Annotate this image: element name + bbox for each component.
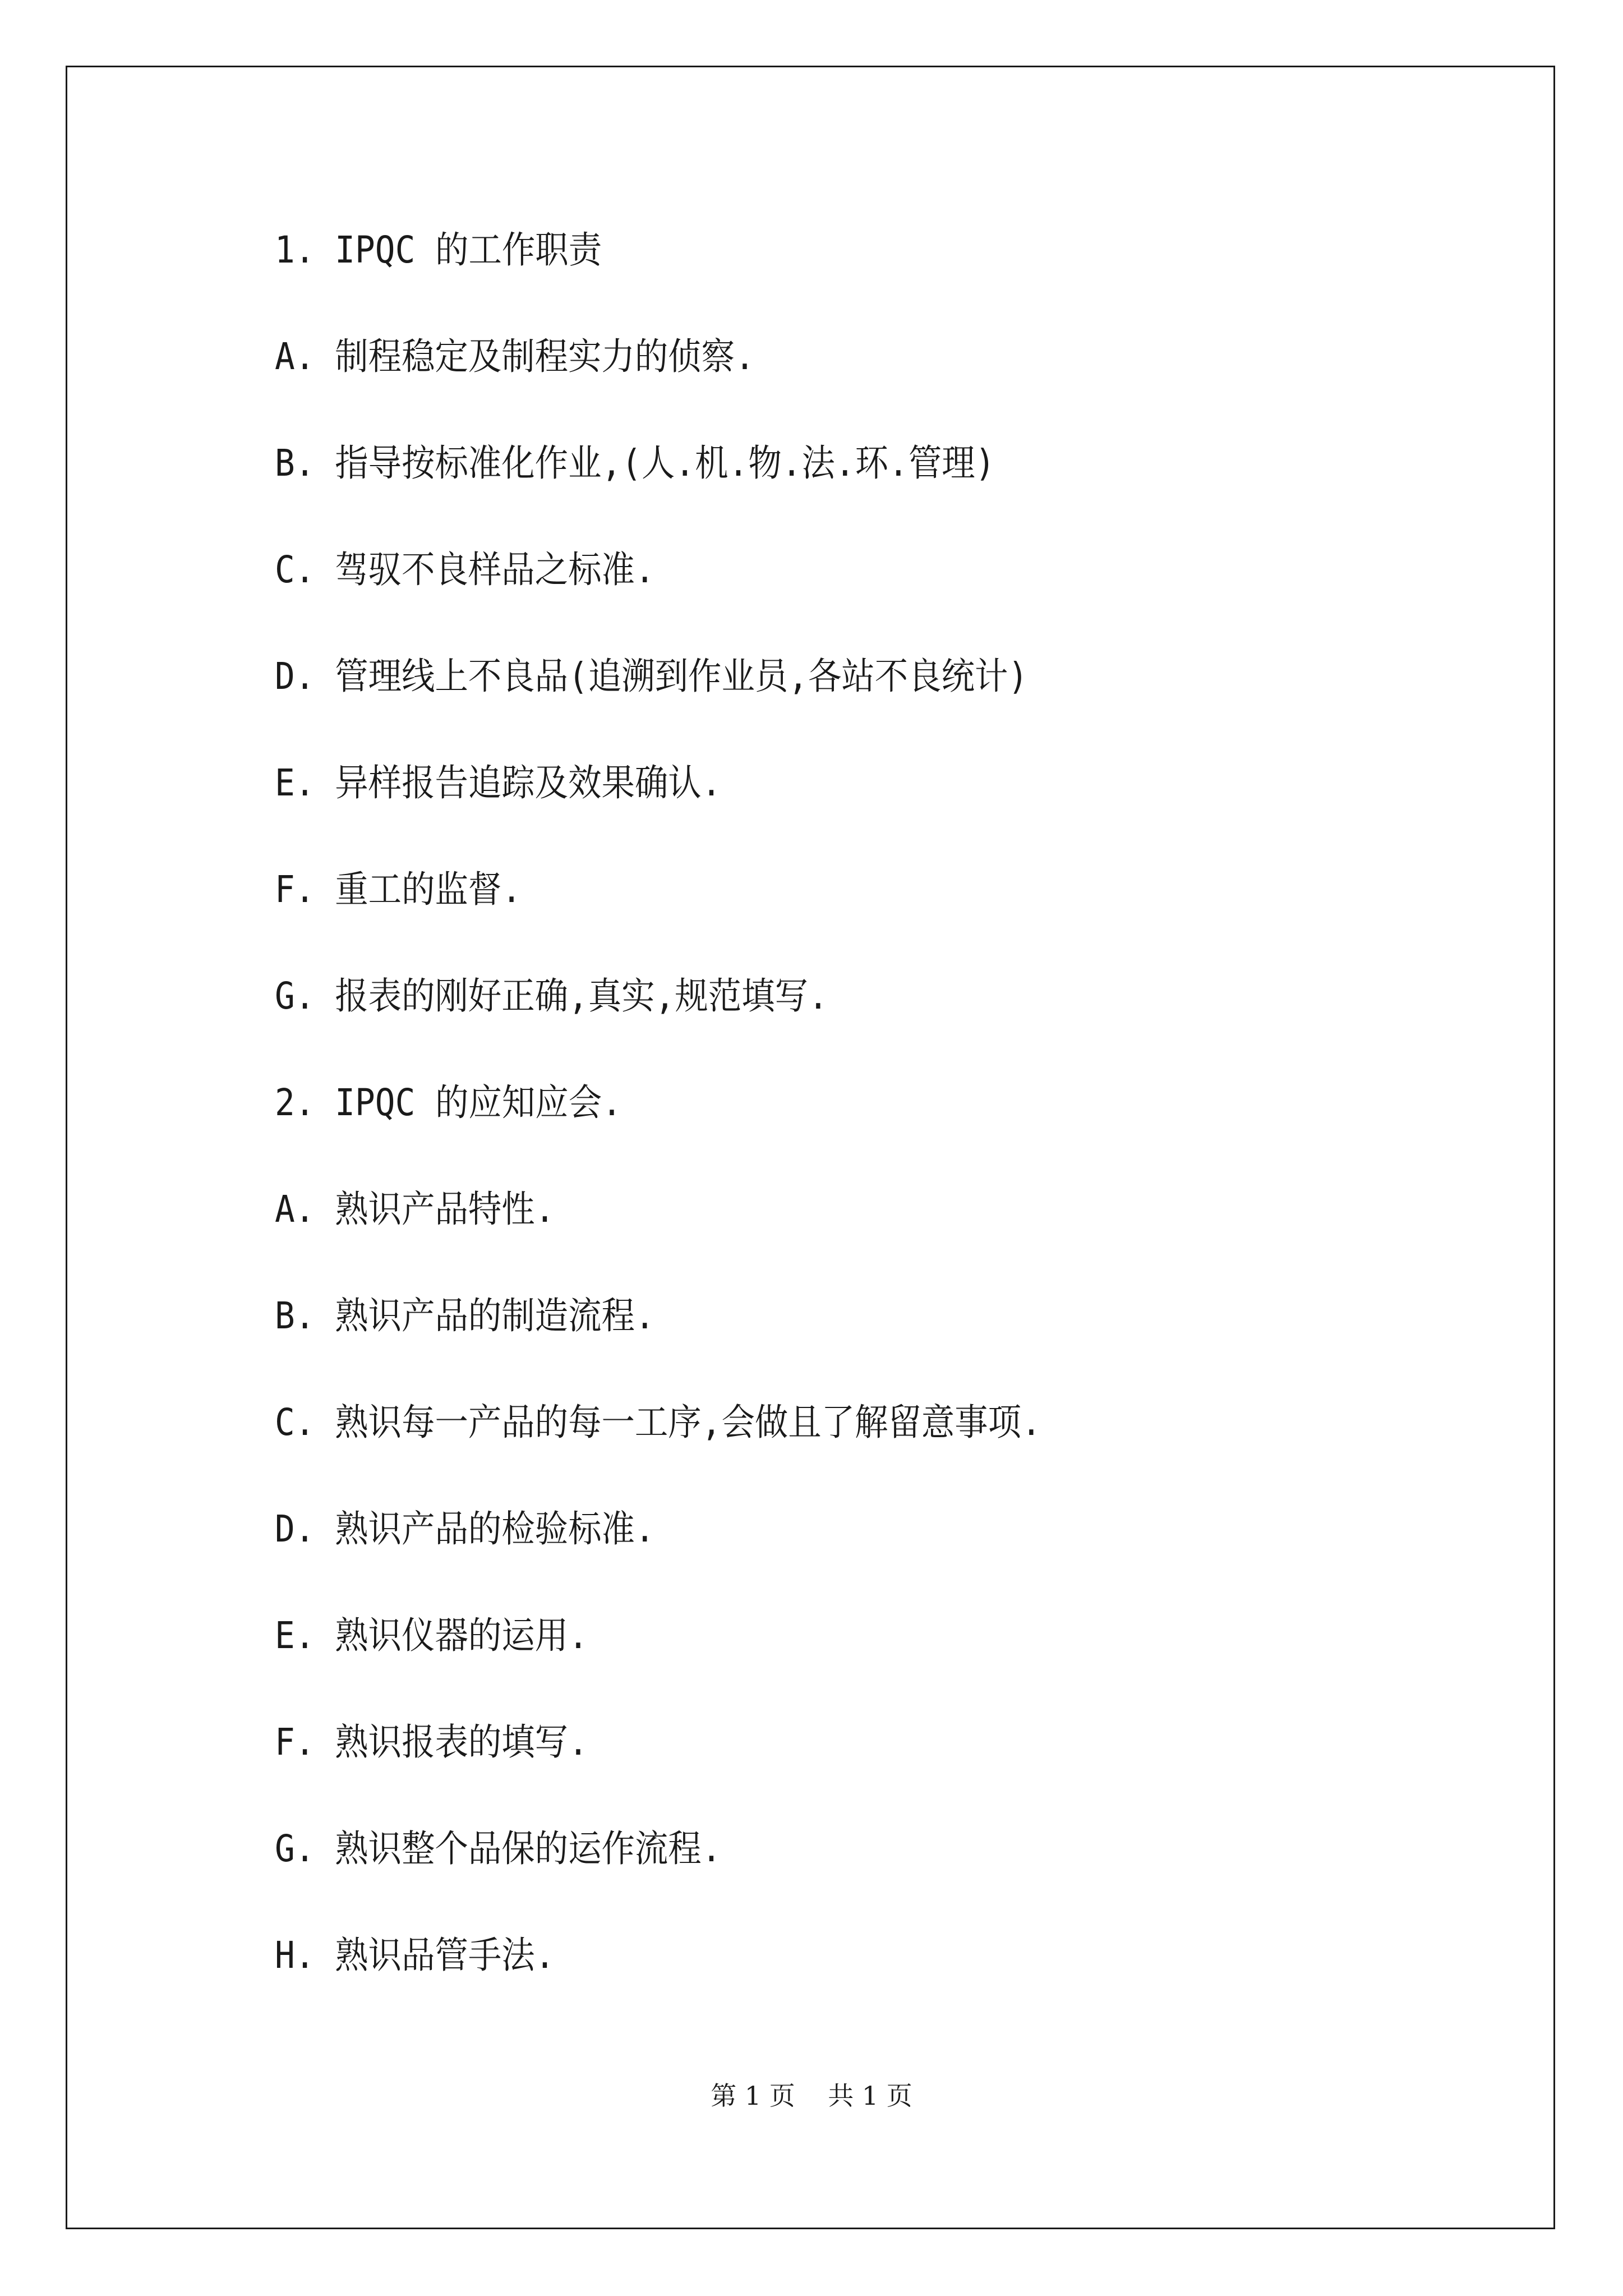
list-item: F. 重工的监督.: [275, 868, 522, 911]
list-item: D. 熟识产品的检验标准.: [275, 1507, 655, 1550]
list-item: G. 报表的刚好正确,真实,规范填写.: [275, 974, 828, 1018]
list-item: C. 驾驭不良样品之标准.: [275, 548, 655, 591]
list-item: A. 制程稳定及制程实力的侦察.: [275, 335, 755, 378]
list-item: B. 指导按标准化作业,(人.机.物.法.环.管理): [275, 441, 995, 485]
page-footer: 第 1 页 共 1 页: [711, 2081, 912, 2111]
list-item: F. 熟识报表的填写.: [275, 1720, 588, 1764]
list-item: E. 熟识仪器的运用.: [275, 1614, 588, 1657]
page-border: [66, 66, 1555, 2229]
list-item: G. 熟识整个品保的运作流程.: [275, 1827, 722, 1870]
list-item: H. 熟识品管手法.: [275, 1934, 555, 1977]
list-item: D. 管理线上不良品(追溯到作业员,各站不良统计): [275, 655, 1029, 698]
list-item: B. 熟识产品的制造流程.: [275, 1294, 655, 1337]
list-item: E. 异样报告追踪及效果确认.: [275, 761, 722, 804]
list-item: C. 熟识每一产品的每一工序,会做且了解留意事项.: [275, 1401, 1041, 1444]
heading-1: 1. IPQC 的工作职责: [275, 228, 602, 272]
heading-2: 2. IPQC 的应知应会.: [275, 1081, 622, 1124]
list-item: A. 熟识产品特性.: [275, 1188, 555, 1231]
